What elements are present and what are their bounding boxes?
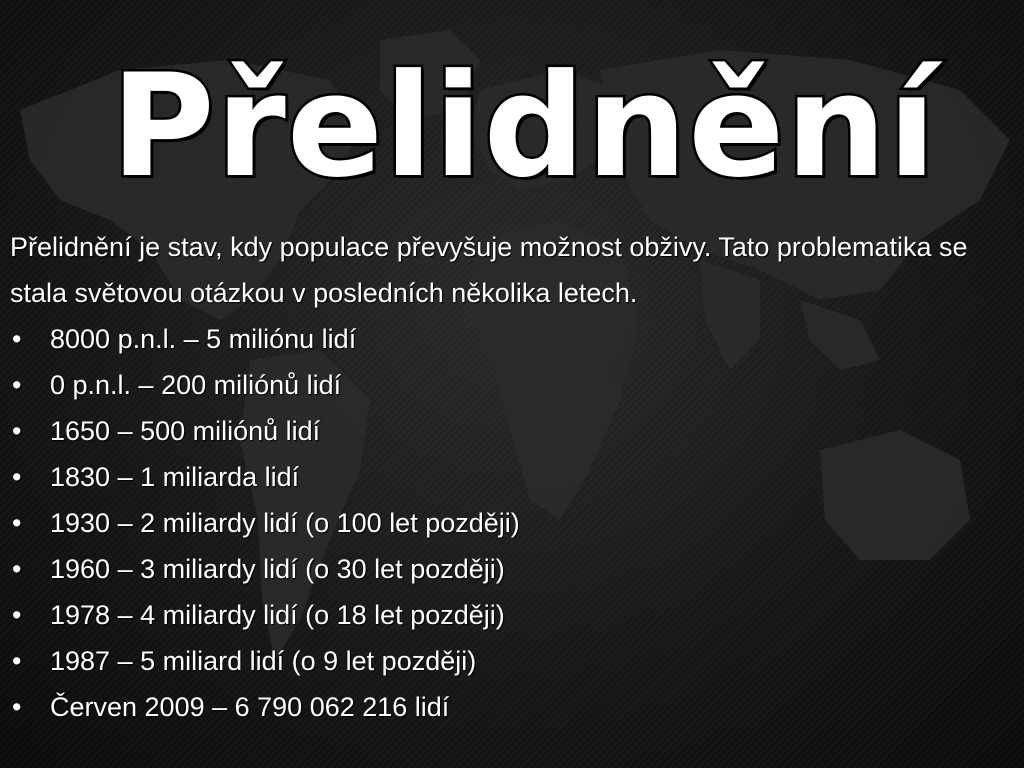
list-item-text: 1830 – 1 miliarda lidí — [50, 462, 300, 492]
bullet-icon: • — [12, 324, 22, 354]
bullet-icon: • — [12, 692, 22, 722]
list-item — [10, 546, 1000, 592]
bullet-icon: • — [12, 600, 22, 630]
population-list — [10, 316, 1000, 730]
list-item-text: 1960 – 3 miliardy lidí (o 30 let později) — [50, 554, 505, 584]
list-item — [10, 454, 1000, 500]
list-item-text: 1978 – 4 miliardy lidí (o 18 let později) — [50, 600, 505, 630]
bullet-icon: • — [12, 416, 22, 446]
list-item — [10, 362, 1000, 408]
list-item-text: 1987 – 5 miliard lidí (o 9 let později) — [50, 646, 477, 676]
bullet-icon: • — [12, 370, 22, 400]
list-item-text: 8000 p.n.l. – 5 miliónu lidí — [50, 324, 357, 354]
list-item — [10, 408, 1000, 454]
list-item — [10, 592, 1000, 638]
bullet-icon: • — [12, 554, 22, 584]
slide-title: Přelidnění — [110, 44, 938, 209]
list-item-text: 1650 – 500 miliónů lidí — [50, 416, 321, 446]
slide-body — [10, 224, 1000, 730]
list-item — [10, 316, 1000, 362]
intro-paragraph: Přelidnění je stav, kdy populace převyšuje možnost obživy. Tato problematika se stala světovou otázkou v posledních několika letech. — [10, 232, 968, 308]
bullet-icon: • — [12, 508, 22, 538]
list-item — [10, 684, 1000, 730]
list-item-text: Červen 2009 – 6 790 062 216 lidí — [50, 692, 450, 722]
list-item — [10, 638, 1000, 684]
bullet-icon: • — [12, 462, 22, 492]
list-item-text: 0 p.n.l. – 200 miliónů lidí — [50, 370, 342, 400]
list-item-text: 1930 – 2 miliardy lidí (o 100 let později) — [50, 508, 520, 538]
bullet-icon: • — [12, 646, 22, 676]
list-item — [10, 500, 1000, 546]
